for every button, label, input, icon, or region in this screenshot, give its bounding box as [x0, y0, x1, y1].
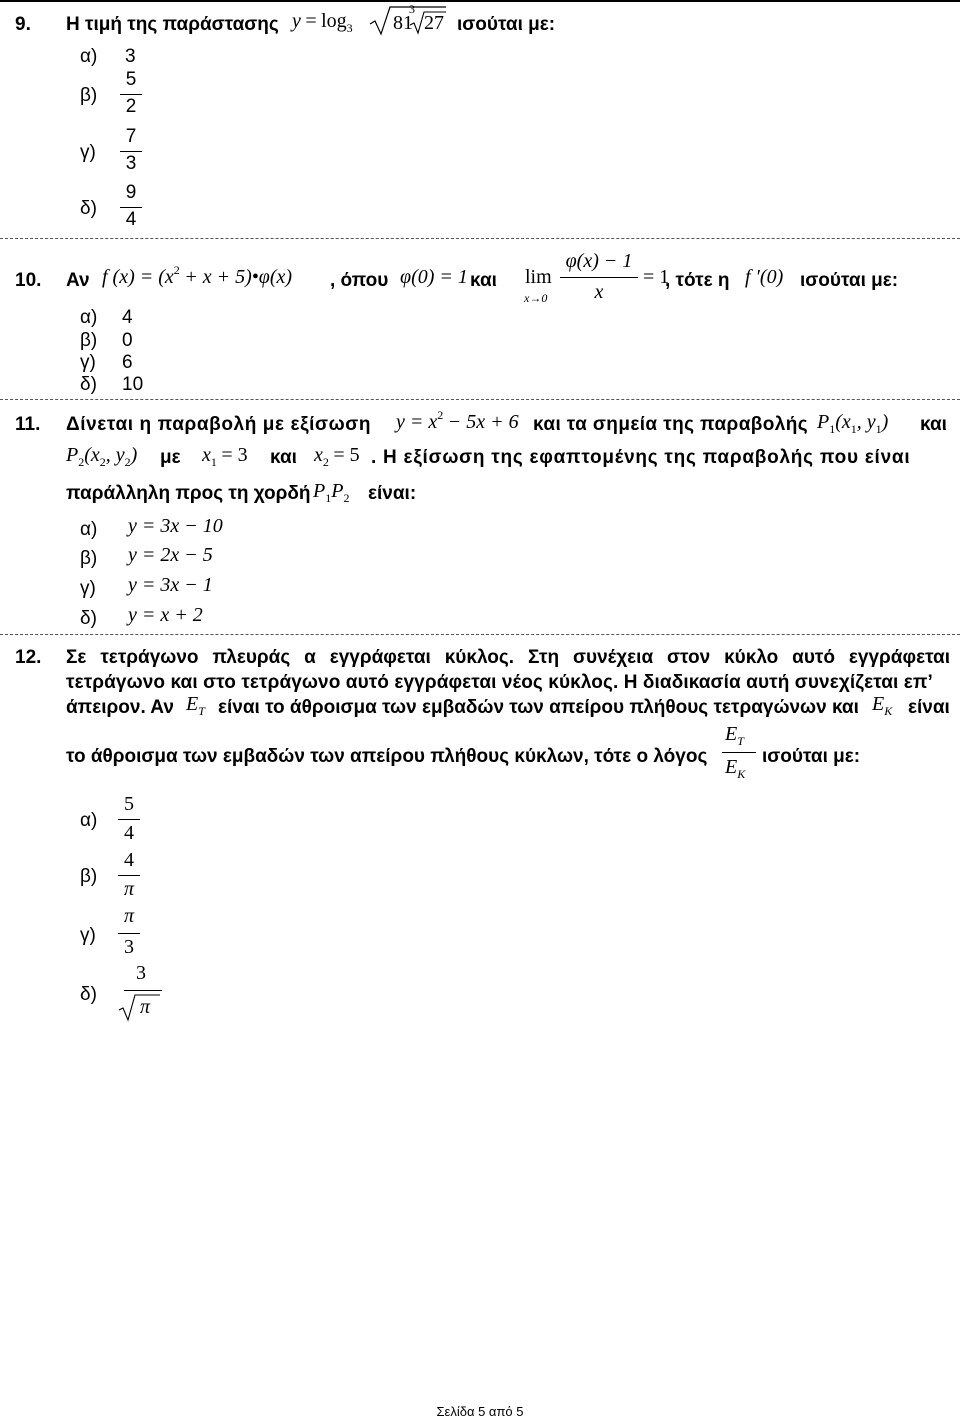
q10-text-tote: , τότε η: [665, 270, 730, 291]
q12-line4a: το άθροισμα των εμβαδών των απείρου πλήθους κύκλων, τότε ο λόγος: [66, 746, 708, 767]
q12-ratio-num-sub: T: [737, 734, 744, 748]
q12-option-c-den: 3: [124, 936, 134, 958]
q9-option-a-value: 3: [125, 46, 136, 67]
q11-chord-p2: P: [331, 480, 344, 502]
q11-option-a-value: y = 3x − 10: [128, 515, 223, 537]
q11-text-kai: και: [920, 414, 947, 435]
q11-x1: [202, 444, 248, 467]
q9-expr-base: 3: [346, 21, 353, 35]
q11-option-c-label: γ): [80, 578, 96, 599]
q11-p2-c2sub: 2: [124, 455, 131, 469]
q9-option-a-label: α): [80, 46, 98, 67]
q9-option-d-num: 9: [125, 182, 137, 203]
q11-chord: [313, 480, 349, 503]
top-rule: [0, 0, 960, 2]
q12-option-b-bar: [118, 875, 140, 876]
q10-f-definition: [102, 263, 293, 289]
q11-x1-name: x: [202, 444, 211, 466]
q9-option-c-label: γ): [80, 142, 96, 163]
q10-lim-sub: x→0: [524, 291, 548, 305]
q9-root-index: 3: [409, 2, 415, 16]
q12-option-a-den: 4: [124, 822, 134, 844]
q12-et: [186, 693, 205, 716]
q10-option-d-value: 10: [122, 374, 144, 395]
q9-option-b-label: β): [80, 85, 98, 106]
q9-expr-eq: =: [305, 10, 317, 32]
q10-f-def-sup: 2: [173, 263, 180, 277]
q9-option-c-bar: [120, 151, 142, 152]
q9-expression: [292, 10, 353, 33]
q10-phi0: φ(0) = 1: [400, 266, 468, 288]
divider-q9: [0, 238, 960, 239]
q10-option-a-label: α): [80, 307, 98, 328]
q10-text-an: Αν: [66, 270, 90, 291]
q12-et-e: E: [186, 693, 199, 715]
q11-parabola-eq: [396, 408, 519, 434]
q12-line3a: άπειρον. Αν: [66, 697, 174, 718]
q9-expr-81: 81: [393, 12, 413, 34]
q10-fprime: f ′(0): [745, 266, 784, 288]
q12-line2: τετράγωνο και στο τετράγωνο αυτό εγγράφεται νέος κύκλος. Η διαδικασία αυτή συνεχίζεται επ’: [66, 672, 933, 693]
q12-ek: [872, 693, 892, 716]
q11-eq-y: y = x: [396, 411, 438, 433]
q11-p2-name: P: [66, 444, 79, 466]
divider-q10: [0, 399, 960, 400]
q11-option-d-value: y = x + 2: [128, 604, 203, 626]
q9-option-b-num: 5: [125, 69, 137, 90]
q12-option-d-num: 3: [136, 962, 146, 984]
q11-p2-open: (x: [84, 444, 100, 466]
q11-x1-sub: 1: [210, 455, 217, 469]
q12-option-b-label: β): [80, 866, 98, 887]
q12-ratio-den-sub: K: [737, 767, 746, 781]
q11-x2: [314, 444, 360, 467]
q11-number: 11.: [15, 414, 41, 435]
q11-p2-close: ): [130, 444, 138, 466]
q12-option-a-label: α): [80, 810, 98, 831]
q11-p1: [817, 411, 888, 434]
q10-option-a-value: 4: [122, 307, 133, 328]
q9-expr-y: y: [292, 10, 301, 32]
q11-p1-mid: , y: [856, 411, 876, 433]
q12-line1: Σε τετράγωνο πλευράς α εγγράφεται κύκλος. Στη συνέχεια στον κύκλο αυτό εγγράφεται: [66, 647, 950, 668]
q10-text-opou: , όπου: [330, 270, 389, 291]
q11-p2-mid: , y: [105, 444, 125, 466]
q11-p1-close: ): [881, 411, 889, 433]
q10-lim-bar: [560, 277, 638, 278]
q10-f-def-rest: + x + 5)•φ(x): [184, 266, 293, 288]
q12-ratio-bar: [722, 752, 756, 753]
q10-lim-eq: = 1: [643, 266, 670, 288]
q9-expr-log: log: [321, 10, 347, 32]
q11-x2-sub: 2: [322, 455, 329, 469]
q12-option-c-label: γ): [80, 925, 96, 946]
q12-option-c-bar: [118, 933, 140, 934]
q11-x2-name: x: [314, 444, 323, 466]
q10-tail: ισούται με:: [800, 270, 899, 291]
q9-option-c-den: 3: [125, 153, 137, 174]
q12-option-a-bar: [118, 819, 140, 820]
q12-line3b: είναι το άθροισμα των εμβαδών των απείρου πλήθους τετραγώνων και: [218, 697, 859, 718]
q10-option-d-label: δ): [80, 374, 97, 395]
q11-chord-p1: P: [313, 480, 326, 502]
q11-x2-val: = 5: [333, 444, 360, 466]
q12-et-sub: T: [198, 704, 205, 718]
q10-option-c-value: 6: [122, 352, 133, 373]
q12-ratio-den-e: E: [725, 756, 738, 778]
q10-option-b-value: 0: [122, 330, 133, 351]
divider-q11: [0, 634, 960, 635]
q11-chord-sub2: 2: [343, 491, 350, 505]
q12-ratio-num-e: E: [725, 723, 738, 745]
q11-p1-name: P: [817, 411, 830, 433]
q12-ek-e: E: [872, 693, 885, 715]
q11-option-c-value: y = 3x − 1: [128, 574, 213, 596]
q12-option-d-den: π: [139, 996, 151, 1018]
q11-x1-val: = 3: [221, 444, 248, 466]
q9-option-d-label: δ): [80, 198, 97, 219]
q11-text5: είναι:: [368, 483, 417, 504]
q11-eq-rest: − 5x + 6: [447, 411, 519, 433]
q9-option-b-den: 2: [125, 96, 137, 117]
q10-number: 10.: [15, 270, 42, 291]
q12-number: 12.: [15, 647, 42, 668]
q11-option-a-label: α): [80, 519, 98, 540]
q11-text4: παράλληλη προς τη χορδή: [66, 483, 311, 504]
q10-text-kai: και: [470, 270, 497, 291]
q10-option-c-label: γ): [80, 352, 96, 373]
q10-lim-den: x: [594, 281, 604, 303]
q11-p2: [66, 444, 137, 467]
q9-tail: ισούται με:: [457, 14, 556, 35]
q11-text2: και τα σημεία της παραβολής: [533, 414, 809, 435]
q10-lim-num: φ(x) − 1: [565, 250, 633, 272]
q9-option-d-den: 4: [125, 209, 137, 230]
q9-option-b-bar: [120, 94, 142, 95]
q12-ratio-den: [725, 756, 745, 779]
q11-option-b-value: y = 2x − 5: [128, 544, 213, 566]
q12-option-b-den: π: [123, 878, 135, 900]
q12-ratio-num: [725, 723, 744, 746]
q9-text: Η τιμή της παράστασης: [66, 14, 279, 35]
q10-f-def: f (x) = (x: [102, 266, 174, 288]
q11-option-b-label: β): [80, 548, 98, 569]
q11-text-kai2: και: [270, 447, 297, 468]
q12-line4b: ισούται με:: [762, 746, 861, 767]
q11-p1-sub: 1: [829, 422, 836, 436]
q9-option-c-num: 7: [125, 126, 137, 147]
q12-ek-sub: K: [884, 704, 893, 718]
q11-p2-c1sub: 2: [99, 455, 106, 469]
q11-text3: . Η εξίσωση της εφαπτομένης της παραβολής που είναι: [371, 447, 911, 468]
q10-option-b-label: β): [80, 330, 98, 351]
q9-number: 9.: [15, 14, 31, 35]
q11-text-me: με: [160, 447, 181, 468]
q11-p1-c2sub: 1: [875, 422, 882, 436]
q12-line3c: είναι: [908, 697, 950, 718]
q11-eq-sup: 2: [437, 408, 444, 422]
q10-lim: lim: [525, 266, 552, 288]
q12-option-b-num: 4: [124, 849, 134, 871]
q12-option-a-num: 5: [124, 793, 134, 815]
q12-option-c-num: π: [123, 905, 135, 927]
q9-option-d-bar: [120, 207, 142, 208]
q11-chord-sub1: 1: [325, 491, 332, 505]
q11-p1-c1sub: 1: [850, 422, 857, 436]
q11-text1: Δίνεται η παραβολή με εξίσωση: [66, 414, 372, 435]
q12-option-d-label: δ): [80, 984, 97, 1005]
q11-option-d-label: δ): [80, 608, 97, 629]
q12-option-d-bar: [124, 990, 162, 991]
q9-expr-27: 27: [424, 12, 444, 34]
page-footer: Σελίδα 5 από 5: [436, 1404, 524, 1419]
q11-p1-open: (x: [835, 411, 851, 433]
q11-p2-sub: 2: [78, 455, 85, 469]
